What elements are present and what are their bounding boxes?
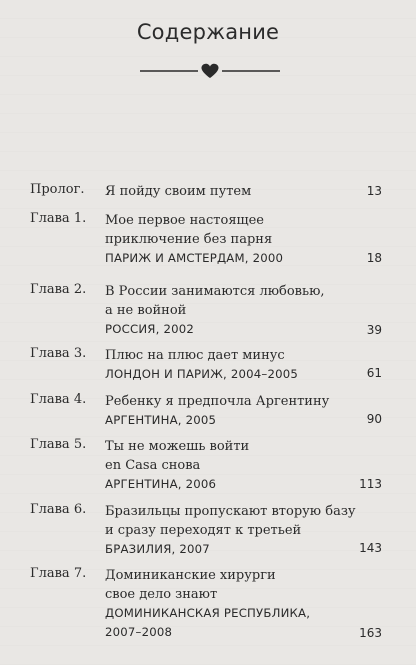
- entry-title: Мое первое настоящее: [105, 213, 265, 228]
- entry-place: ЛОНДОН И ПАРИЖ, 2004–2005: [105, 367, 298, 381]
- page-title: Содержание: [136, 20, 280, 44]
- entry-title: В России занимаются любовью,: [105, 284, 325, 299]
- page-number: 113: [359, 477, 382, 491]
- entry-title: приключение без парня: [105, 232, 273, 247]
- entry-title: Ты не можешь войти: [105, 439, 250, 454]
- entry-label: Глава 5.: [30, 437, 87, 452]
- entry-title: Бразильцы пропускают вторую базу: [105, 504, 356, 519]
- entry-place: РОССИЯ, 2002: [105, 322, 195, 336]
- entry-title: Я пойду своим путем: [105, 184, 252, 199]
- page-number: 143: [359, 541, 382, 555]
- entry-place: ДОМИНИКАНСКАЯ РЕСПУБЛИКА,: [105, 606, 311, 620]
- entry-place: АРГЕНТИНА, 2006: [105, 477, 217, 491]
- page-number: 39: [366, 323, 382, 337]
- entry-title: Доминиканские хирурги: [105, 568, 276, 583]
- entry-title: en Casa снова: [105, 458, 201, 473]
- heart-divider-icon: [140, 59, 280, 81]
- entry-title: и сразу переходят к третьей: [105, 523, 302, 538]
- page-number: 61: [366, 366, 382, 380]
- entry-place-years: 2007–2008: [105, 625, 173, 639]
- entry-label: Глава 4.: [30, 392, 87, 407]
- entry-title: свое дело знают: [105, 587, 218, 602]
- entry-title: Плюс на плюс дает минус: [105, 348, 285, 363]
- page-number: 90: [366, 412, 382, 426]
- entry-title: а не войной: [105, 303, 187, 318]
- page-number: 18: [366, 251, 382, 265]
- entry-place: БРАЗИЛИЯ, 2007: [105, 542, 210, 556]
- entry-label: Пролог.: [30, 182, 85, 197]
- entry-label: Глава 1.: [30, 211, 87, 226]
- entry-place: ПАРИЖ И АМСТЕРДАМ, 2000: [105, 251, 284, 265]
- page-number: 163: [359, 626, 382, 640]
- entry-label: Глава 7.: [30, 566, 87, 581]
- entry-label: Глава 3.: [30, 346, 87, 361]
- entry-label: Глава 6.: [30, 502, 87, 517]
- entry-title: Ребенку я предпочла Аргентину: [105, 394, 330, 409]
- entry-place: АРГЕНТИНА, 2005: [105, 413, 217, 427]
- page-number: 13: [366, 184, 382, 198]
- entry-label: Глава 2.: [30, 282, 87, 297]
